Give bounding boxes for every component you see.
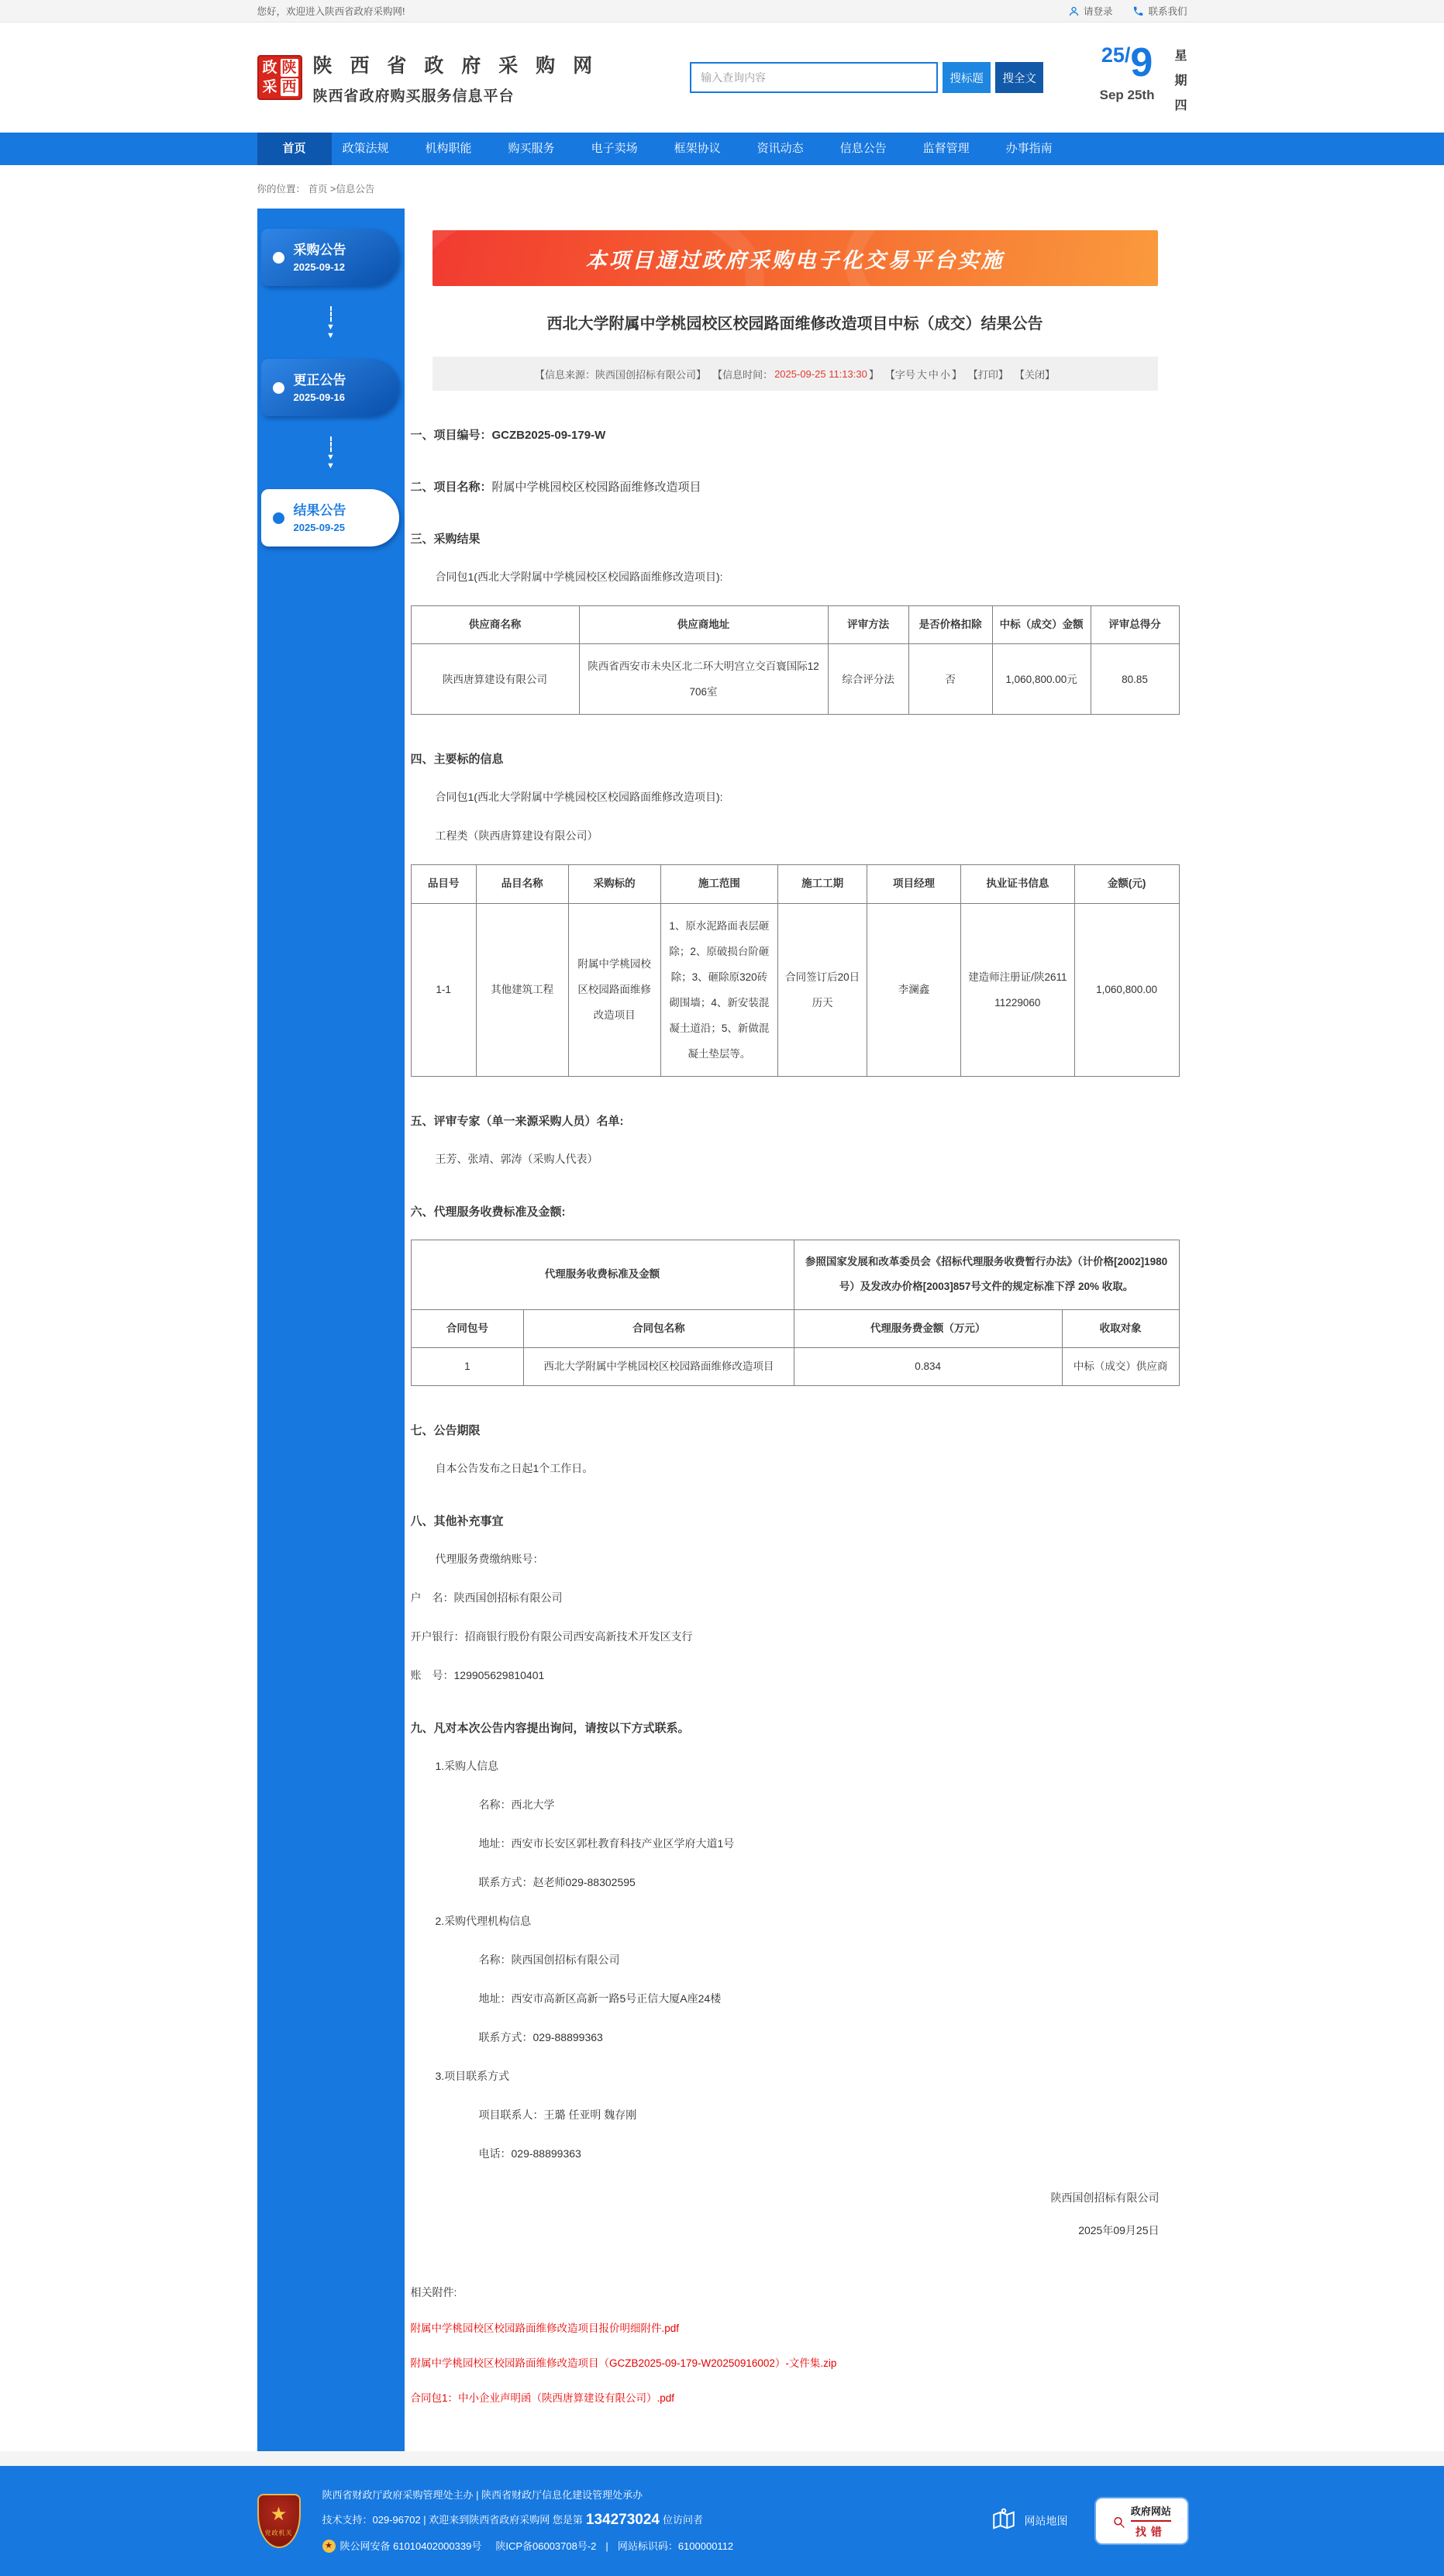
site-header (0, 22, 1444, 133)
section-project-name: 二、项目名称：附属中学桃园校区校园路面维修改造项目 (410, 481, 701, 494)
th-review-method: 评审方法 (828, 606, 908, 644)
date-widget: 25/9 Sep 25th 星 期 四 (1099, 40, 1187, 112)
subject-table (411, 864, 1180, 1077)
search-input[interactable] (690, 62, 938, 93)
logo-seal-icon: 政 陕 采 西 (257, 55, 302, 100)
breadcrumb-home-link[interactable]: 首页 (308, 184, 328, 195)
date-month: 9 (1130, 40, 1153, 85)
footer-organizer-line: 陕西省财政厅政府采购管理处主办 | 陕西省财政厅信息化建设管理处承办 (322, 2488, 643, 2501)
page-title: 西北大学附属中学桃园校区校园路面维修改造项目中标（成交）结果公告 (546, 316, 1043, 333)
nav-item-news[interactable]: 资讯动态 (756, 142, 804, 155)
section-project-number: 一、项目编号：GCZB2025-09-179-W (410, 429, 606, 442)
article-content (405, 209, 1187, 2451)
weekday-label: 星 期 四 (1174, 49, 1187, 112)
site-code-text: 网站标识码：6100000112 (617, 2540, 734, 2552)
project-contact-title: 3.项目联系方式 (435, 2070, 510, 2083)
search-fulltext-button[interactable]: 搜全文 (995, 62, 1043, 93)
article-meta-bar: 【信息来源：陕西国创招标有限公司】 【信息时间： 2025-09-25 11:13:30 】 【字号 大 中 小 】 【打印】 【关闭】 (433, 357, 1158, 391)
arrow-down-icon: ▼ ▼ (257, 416, 405, 489)
agency-name: 名称：陕西国创招标有限公司 (478, 1954, 620, 1967)
cell-supplier-name: 陕西唐算建设有限公司 (411, 644, 579, 715)
site-subtitle: 陕西省政府购买服务信息平台 (312, 88, 515, 105)
th-item-number: 品目号 (411, 865, 476, 903)
cell-package-number: 1 (411, 1348, 524, 1386)
section-announcement-period: 七、公告期限 (410, 1424, 481, 1438)
th-award-amount: 中标（成交）金额 (992, 606, 1091, 644)
table-row (411, 1348, 1179, 1386)
result-table (411, 605, 1180, 715)
nav-item-functions[interactable]: 机构职能 (425, 142, 472, 155)
th-package-name: 合同包名称 (524, 1309, 794, 1347)
top-utility-bar (0, 0, 1444, 22)
contact-link[interactable]: 联系我们 (1132, 4, 1187, 18)
attachment-link[interactable]: 附属中学桃园校区校园路面维修改造项目报价明细附件.pdf (410, 2323, 680, 2335)
section-other-matters: 八、其他补充事宜 (410, 1515, 504, 1529)
section-contact: 九、凡对本次公告内容提出询问，请按以下方式联系。 (410, 1722, 690, 1736)
nav-item-home[interactable]: 首页 (257, 133, 332, 165)
nav-item-purchase-services[interactable]: 购买服务 (508, 142, 555, 155)
search-bar (690, 62, 1043, 93)
icp-text: 陕ICP备06003708号-2 (495, 2540, 597, 2552)
purchaser-address: 地址：西安市长安区郭杜教育科技产业区学府大道1号 (478, 1837, 735, 1850)
cell-amount: 1,060,800.00 (1074, 903, 1179, 1076)
cell-fee-standard-label: 代理服务收费标准及金额 (411, 1240, 794, 1310)
th-price-deduction: 是否价格扣除 (908, 606, 992, 644)
site-title: 陕 西 省 政 府 采 购 网 (312, 54, 599, 77)
cell-fee-standard-desc: 参照国家发展和改革委员会《招标代理服务收费暂行办法》（计价格[2002]1980号）及发改办价格[2003]857号文件的规定标准下浮 20% 收取。 (794, 1240, 1179, 1310)
th-supplier-name: 供应商名称 (411, 606, 579, 644)
project-contact-persons: 项目联系人：王璐 任亚明 魏存刚 (478, 2109, 637, 2122)
font-size-large[interactable]: 大 (916, 368, 927, 381)
cell-total-score: 80.85 (1091, 644, 1179, 715)
date-english: Sep 25th (1099, 87, 1155, 102)
user-icon (1068, 5, 1080, 17)
agency-address: 地址：西安市高新区高新一路5号正信大厦A座24楼 (478, 1992, 722, 2005)
sidebar-item-procurement-notice[interactable]: 采购公告 2025-09-12 (261, 229, 399, 286)
breadcrumb-current-link[interactable]: 信息公告 (336, 184, 375, 195)
account-number: 账 号：129905629810401 (410, 1669, 545, 1682)
section-experts: 五、评审专家（单一来源采购人员）名单: (410, 1115, 624, 1129)
agency-fee-table (411, 1240, 1180, 1386)
police-badge-icon: ★ (322, 2540, 336, 2553)
main-nav (0, 133, 1444, 165)
map-icon (991, 2507, 1017, 2536)
signature-org: 陕西国创招标有限公司 (1050, 2191, 1160, 2205)
subject-intro-2: 工程类（陕西唐算建设有限公司） (435, 829, 598, 843)
bullet-dot-icon (273, 382, 284, 394)
cell-procurement-subject: 附属中学桃园校区校园路面维修改造项目 (568, 903, 660, 1076)
th-package-number: 合同包号 (411, 1309, 524, 1347)
pre-footer-gap (0, 2451, 1444, 2466)
cell-item-name: 其他建筑工程 (476, 903, 568, 1076)
site-logo[interactable] (257, 50, 599, 105)
gov-site-error-report-badge[interactable]: ⌕ 政府网站 找错 (1096, 2498, 1187, 2543)
th-certificate-info: 执业证书信息 (961, 865, 1075, 903)
account-bank: 开户银行：招商银行股份有限公司西安高新技术开发区支行 (410, 1630, 693, 1643)
signature-block (411, 2190, 1180, 2238)
nav-item-guide[interactable]: 办事指南 (1005, 142, 1053, 155)
phone-icon (1132, 5, 1144, 17)
th-total-score: 评审总得分 (1091, 606, 1179, 644)
print-button[interactable]: 【打印】 (967, 368, 1008, 381)
th-amount: 金额(元) (1074, 865, 1179, 903)
purchaser-name: 名称：西北大学 (478, 1798, 555, 1812)
eplatform-banner (433, 230, 1158, 286)
cell-certificate-info: 建造师注册证/陕261111229060 (961, 903, 1075, 1076)
sidebar-item-correction-notice[interactable]: 更正公告 2025-09-16 (261, 359, 399, 416)
section-procurement-result: 三、采购结果 (410, 533, 481, 546)
announcement-period-body: 自本公告发布之日起1个工作日。 (435, 1462, 594, 1475)
close-button[interactable]: 【关闭】 (1014, 368, 1055, 381)
agency-info-title: 2.采购代理机构信息 (435, 1915, 532, 1928)
account-name: 户 名：陕西国创招标有限公司 (410, 1591, 563, 1605)
nav-item-emarket[interactable]: 电子卖场 (591, 142, 638, 155)
nav-item-supervision[interactable]: 监督管理 (922, 142, 970, 155)
cell-fee-payer: 中标（成交）供应商 (1062, 1348, 1179, 1386)
nav-item-announcements[interactable]: 信息公告 (839, 142, 887, 155)
project-contact-phone: 电话：029-88899363 (478, 2147, 581, 2160)
search-title-button[interactable]: 搜标题 (943, 62, 991, 93)
th-construction-scope: 施工范围 (660, 865, 778, 903)
contract-package-intro: 合同包1(西北大学附属中学桃园校区校园路面维修改造项目): (435, 571, 723, 583)
login-link[interactable]: 请登录 (1068, 4, 1113, 18)
breadcrumb: 你的位置： 首页 >信息公告 (257, 184, 375, 195)
info-source: 【信息来源：陕西国创招标有限公司】 (535, 368, 707, 381)
th-item-name: 品目名称 (476, 865, 568, 903)
attachment-link[interactable]: 附属中学桃园校区校园路面维修改造项目（GCZB2025-09-179-W20250916002）-文件集.zip (410, 2357, 837, 2370)
attachments (411, 2285, 1180, 2405)
site-footer (0, 2466, 1444, 2576)
table-row (411, 903, 1179, 1076)
table-row (411, 644, 1179, 715)
purchaser-info-title: 1.采购人信息 (435, 1760, 499, 1773)
cell-construction-period: 合同签订后20日历天 (778, 903, 867, 1076)
arrow-down-icon: ▼ ▼ (257, 286, 405, 359)
footer-beian-line: ★ 陕公网安备 61010402000339号 陕ICP备06003708号-2 | 网站标识码：6100000112 (322, 2540, 734, 2553)
font-size-medium[interactable]: 中 (928, 368, 939, 381)
cell-award-amount: 1,060,800.00元 (992, 644, 1091, 715)
experts-names: 王芳、张靖、郭涛（采购人代表） (435, 1153, 598, 1166)
subject-intro-1: 合同包1(西北大学附属中学桃园校区校园路面维修改造项目): (435, 791, 723, 804)
beian-link[interactable]: 陕公网安备 61010402000339号 (339, 2540, 482, 2552)
welcome-text: 您好，欢迎进入陕西省政府采购网! (257, 6, 405, 17)
info-time: 2025-09-25 11:13:30 (774, 367, 867, 380)
attachment-link[interactable]: 合同包1：中小企业声明函（陕西唐算建设有限公司）.pdf (410, 2392, 675, 2405)
sitemap-link[interactable]: 网站地图 (991, 2507, 1068, 2536)
banner-text: 本项目通过政府采购电子化交易平台实施 (585, 248, 1005, 272)
cell-review-method: 综合评分法 (828, 644, 908, 715)
sidebar-item-result-notice[interactable]: 结果公告 2025-09-25 (261, 489, 399, 547)
th-agency-fee-amount: 代理服务费金额（万元） (794, 1309, 1062, 1347)
section-agency-fee: 六、代理服务收费标准及金额: (410, 1205, 566, 1219)
footer-support-line: 技术支持：029-96702 | 欢迎来到陕西省政府采购网 您是第 134273024 位访问者 (322, 2511, 704, 2528)
cell-package-name: 西北大学附属中学桃园校区校园路面维修改造项目 (524, 1348, 794, 1386)
bullet-dot-icon (273, 252, 284, 264)
attachments-label: 相关附件: (410, 2286, 457, 2299)
th-fee-payer: 收取对象 (1062, 1309, 1179, 1347)
section-subject-info: 四、主要标的信息 (410, 753, 504, 767)
purchaser-contact: 联系方式：赵老师029-88302595 (478, 1876, 636, 1889)
date-day: 25 (1101, 43, 1125, 67)
signature-date: 2025年09月25日 (1078, 2224, 1160, 2237)
font-size-small[interactable]: 小 (939, 368, 950, 381)
announcement-timeline-sidebar (257, 209, 405, 2451)
magnifier-icon: ⌕ (1111, 2508, 1125, 2534)
cell-item-number: 1-1 (411, 903, 476, 1076)
nav-item-policies[interactable]: 政策法规 (342, 142, 389, 155)
visitor-count: 134273024 (585, 2511, 660, 2528)
th-construction-period: 施工工期 (778, 865, 867, 903)
cell-price-deduction: 否 (908, 644, 992, 715)
th-project-manager: 项目经理 (867, 865, 961, 903)
th-procurement-subject: 采购标的 (568, 865, 660, 903)
cell-agency-fee-amount: 0.834 (794, 1348, 1062, 1386)
cell-project-manager: 李澜鑫 (867, 903, 961, 1076)
cell-construction-scope: 1、原水泥路面表层砸除；2、原破损台阶砸除；3、砸除原320砖砌围墙；4、新安装混凝土道沿；5、新做混凝土垫层等。 (660, 903, 778, 1076)
th-supplier-address: 供应商地址 (579, 606, 828, 644)
nav-item-framework[interactable]: 框架协议 (674, 142, 721, 155)
fee-account-label: 代理服务费缴纳账号： (435, 1553, 544, 1566)
bullet-dot-icon (273, 512, 284, 524)
government-shield-icon: ★ 党政机关 (257, 2494, 301, 2548)
cell-supplier-address: 陕西省西安市未央区北二环大明宫立交百寰国际12706室 (579, 644, 828, 715)
agency-contact: 联系方式：029-88899363 (478, 2031, 603, 2044)
